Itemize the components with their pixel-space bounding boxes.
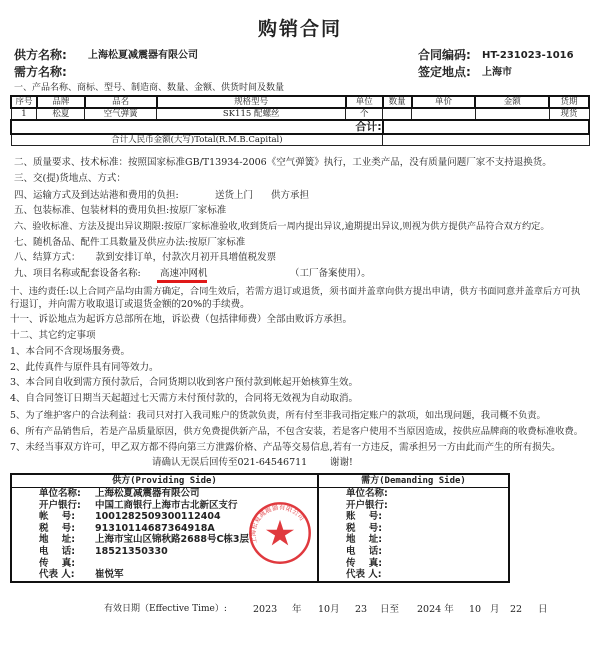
- supplier-name: 上海松夏减震器有限公司: [88, 50, 198, 61]
- clause-10-line-2: 行退订，并向需方收取退订或退货金额的20%的手续费。: [10, 299, 250, 310]
- end-month: 10: [469, 604, 482, 615]
- total-capital-row: [11, 134, 589, 146]
- total-row: [11, 120, 589, 134]
- clause-11: 十一、诉讼地点为起诉方总部所在地，诉讼费（包括律师费）全部由败诉方承担。: [10, 314, 353, 325]
- total-label: 合计:: [11, 120, 383, 134]
- contract-no-label: 合同编码:: [418, 48, 471, 62]
- demander-field: 单位名称:: [346, 488, 388, 499]
- clause-2: 二、质量要求、技术标准：按照国家标准GB/T13934-2006《空气弹簧》执行，工业类产品，没有质量问题厂家不支持退换货。: [14, 157, 552, 168]
- cell: SK115 配螺丝: [157, 108, 346, 120]
- place-label: 签定地点:: [418, 65, 471, 79]
- clause-3: 三、交(提)货地点、方式：: [14, 173, 126, 184]
- provider-field: 税 号: 91310114687364918A: [39, 522, 215, 534]
- start-day: 23: [355, 604, 368, 615]
- total-capital-value: [383, 134, 589, 146]
- supplier-label: 供方名称:: [14, 48, 67, 62]
- col-header: 规格型号: [157, 96, 346, 108]
- effective-label: 有效日期（Effective Time）:: [104, 604, 227, 614]
- cell: 个: [346, 108, 383, 120]
- section-1-title: 一、产品名称、商标、型号、制造商、数量、金额、供货时间及数量: [14, 83, 285, 93]
- item-1: 1、本合同不含现场服务费。: [10, 346, 131, 357]
- demander-side: [318, 474, 509, 582]
- col-header: 单价: [412, 96, 476, 108]
- provider-field: 地 址: 上海市宝山区锦秋路2688号C栋3层: [39, 534, 250, 546]
- clause-5: 五、包装标准、包装材料的费用负担:按原厂家标准: [14, 205, 227, 216]
- start-year-unit: 年: [292, 604, 302, 615]
- place: 上海市: [482, 67, 512, 78]
- cell: [412, 108, 476, 120]
- demander-field: 地 址:: [346, 534, 383, 546]
- confirm-fax: 请确认无误后回传至021-64546711: [152, 457, 308, 468]
- product-table: [10, 95, 590, 146]
- col-header: 品牌: [37, 96, 85, 108]
- clause-9-note: （工厂备案使用）。: [290, 268, 371, 279]
- provider-field: 电 话: 18521350330: [39, 545, 168, 557]
- demander-heading: 需方(Demanding Side): [319, 475, 508, 488]
- page-title: 购销合同: [257, 18, 342, 40]
- start-year: 2023: [253, 604, 278, 615]
- total-value: [383, 120, 589, 134]
- start-month: 10月: [318, 604, 340, 615]
- col-header: 货期: [549, 96, 589, 108]
- clause-12: 十二、其它约定事项: [10, 330, 96, 341]
- provider-field: 代表 人: 崔悦军: [39, 569, 124, 581]
- cell: 松夏: [37, 108, 85, 120]
- item-2: 2、此传真件与原件具有同等效力。: [10, 362, 159, 373]
- provider-heading: 供方(Providing Side): [12, 475, 317, 488]
- item-7: 7、未经当事双方许可，甲乙双方都不得向第三方泄露价格、产品等交易信息,若有一方违反，需承担另一方由此而产生的所有损失。: [10, 442, 561, 453]
- clause-9-label: 九、项目名称或配套设备名称:: [14, 268, 141, 279]
- cell: 现货: [549, 108, 589, 120]
- demander-field: 账 号:: [346, 511, 383, 523]
- total-capital-label: 合计人民币金额(大写)Total(R.M.B.Capital): [11, 134, 383, 146]
- clause-8: 八、结算方式： 款到安排订单，付款次月初开具增值税发票: [14, 252, 277, 263]
- col-header: 单位: [346, 96, 383, 108]
- project-name: 高速冲网机: [160, 268, 208, 279]
- cell: [383, 108, 412, 120]
- clause-6: 六、验收标准、方法及提出异议期限:按原厂家标准验收,收到货后一周内提出异议,逾期提出异议,则视为供方提供产品符合双方约定。: [14, 221, 550, 232]
- demander-field: 传 真:: [346, 557, 383, 569]
- end-year: 2024 年: [417, 604, 454, 615]
- provider-field: 开户银行: 中国工商银行上海市古北新区支行: [39, 499, 238, 511]
- col-header: 序号: [11, 96, 37, 108]
- demander-field: 代表 人:: [346, 569, 382, 581]
- demander-field: 开户银行:: [346, 499, 388, 511]
- item-4: 4、自合同签订日期当天起超过七天需方未付预付款的，合同将无效视为自动取消。: [10, 393, 359, 404]
- clause-7: 七、随机备品、配件工具数量及供应办法:按原厂家标准: [14, 237, 246, 248]
- provider-field: 帐 号: 1001282509300112404: [39, 511, 221, 523]
- end-day: 22: [510, 604, 523, 615]
- item-5: 5、为了维护客户的合法利益：我司只对打入我司账户的货款负责，所有付至非我司指定账户的款项，如出现问题，我司概不负责。: [10, 410, 546, 421]
- col-header: 数量: [383, 96, 412, 108]
- col-header: 品名: [85, 96, 157, 108]
- end-month-unit: 月: [490, 604, 500, 615]
- svg-text:上海松夏减震器有限公司: 上海松夏减震器有限公司: [249, 503, 306, 545]
- company-seal-stamp: [247, 500, 313, 566]
- item-3: 3、本合同自收到需方预付款后，合同货期以收到客户预付款到帐起开始核算生效。: [10, 377, 359, 388]
- item-6: 6、所有产品销售后，若是产品质量原因，供方免费提供新产品，不包含安装，若是客户使用不当原因造成，按供应品牌商的收费标准收费。: [10, 426, 584, 437]
- demander-field: 税 号:: [346, 522, 383, 534]
- demander-field: 电 话:: [346, 545, 383, 557]
- contract-no: HT-231023-1016: [482, 50, 574, 61]
- buyer-label: 需方名称:: [14, 65, 67, 79]
- to-label: 日至: [380, 604, 400, 615]
- thanks: 谢谢!: [330, 457, 353, 468]
- table-row: [11, 108, 589, 120]
- cell: 空气弹簧: [85, 108, 157, 120]
- end-day-unit: 日: [538, 604, 548, 615]
- provider-field: 传 真:: [39, 557, 76, 569]
- clause-4: 四、运输方式及到达站港和费用的负担: 送货上门 供方承担: [14, 190, 310, 201]
- clause-10-line-1: 十、违约责任:以上合同产品均由需方确定，合同生效后，若需方退订或退货，须书面并盖章向供方提出申请，供方书面同意并盖章后方可执: [10, 286, 581, 297]
- table-header-row: [11, 96, 589, 108]
- cell: 1: [11, 108, 37, 120]
- provider-field: 单位名称: 上海松夏减震器有限公司: [39, 488, 200, 499]
- col-header: 金额: [475, 96, 549, 108]
- red-underline: [157, 280, 207, 283]
- cell: [475, 108, 549, 120]
